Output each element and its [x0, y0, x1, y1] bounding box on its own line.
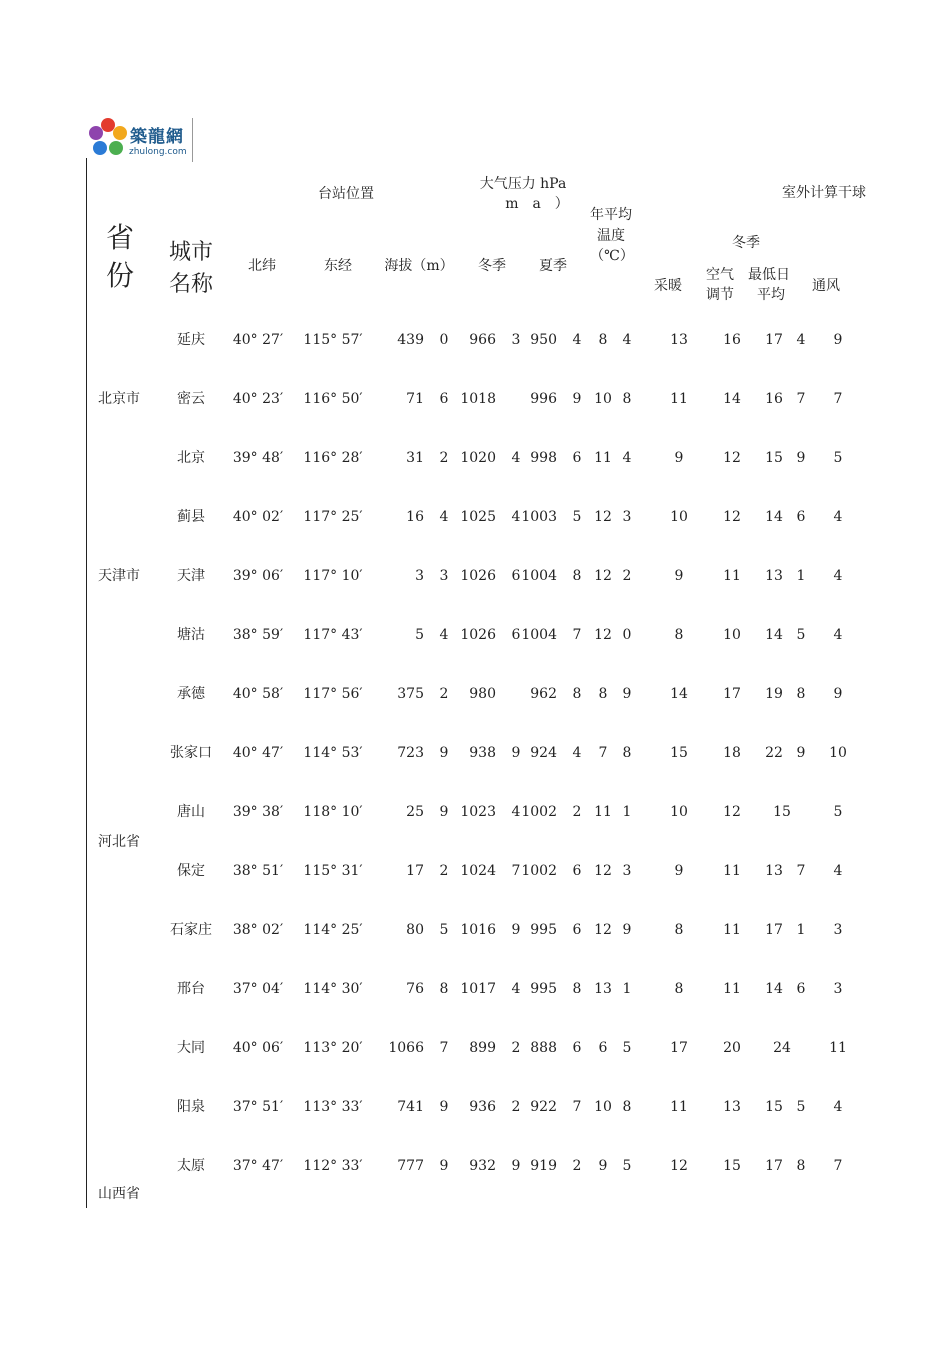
pressure-summer-cell: 995 — [530, 922, 557, 938]
pressure-summer-cell: 922 — [530, 1099, 557, 1115]
annual-temp-cell: 13 — [594, 981, 612, 997]
ventilation-temp-cell: 5 — [833, 450, 843, 466]
latitude-cell: 40° 27′ — [232, 332, 284, 348]
ventilation-temp-cell: 5 — [833, 804, 843, 820]
pressure-summer-decimal-cell: 6 — [572, 450, 582, 466]
pressure-summer-decimal-cell: 2 — [572, 804, 582, 820]
altitude-cell: 71 — [406, 391, 424, 407]
altitude-decimal-cell: 0 — [439, 332, 449, 348]
latitude-cell: 38° 59′ — [232, 627, 284, 643]
pressure-summer-cell: 995 — [530, 981, 557, 997]
min-daily-temp-cell: 24 — [773, 1040, 791, 1056]
pressure-winter-decimal-cell: 4 — [511, 450, 521, 466]
annual-temp-decimal-cell: 1 — [622, 981, 632, 997]
altitude-decimal-cell: 4 — [439, 627, 449, 643]
heating-temp-cell: 9 — [674, 568, 684, 584]
city-name-cell: 唐山 — [177, 804, 205, 820]
annual-temp-cell: 11 — [594, 804, 612, 820]
city-header-2: 名称 — [168, 272, 214, 297]
city-name-cell: 蓟县 — [177, 509, 205, 525]
pressure-summer-cell: 1002 — [521, 804, 557, 820]
city-name-cell: 阳泉 — [177, 1099, 205, 1115]
latitude-cell: 37° 51′ — [232, 1099, 284, 1115]
min-daily-temp-cell: 13 — [765, 863, 783, 879]
annual-temp-decimal-cell: 4 — [622, 332, 632, 348]
min-daily-temp-cell: 15 — [765, 450, 783, 466]
province-label: 天津市 — [98, 568, 140, 584]
min-daily-decimal-cell: 9 — [796, 450, 806, 466]
ventilation-temp-cell: 10 — [829, 745, 847, 761]
altitude-cell: 1066 — [388, 1040, 424, 1056]
pressure-winter-header: 冬季 — [478, 258, 506, 274]
annual-temp-decimal-cell: 3 — [622, 509, 632, 525]
heating-temp-cell: 8 — [674, 627, 684, 643]
annual-temp-cell: 8 — [598, 686, 608, 702]
pressure-summer-cell: 888 — [530, 1040, 557, 1056]
province-label: 河北省 — [98, 833, 140, 850]
pressure-summer-cell: 950 — [530, 332, 557, 348]
pressure-summer-decimal-cell: 8 — [572, 686, 582, 702]
altitude-decimal-cell: 6 — [439, 391, 449, 407]
ventilation-temp-cell: 9 — [833, 686, 843, 702]
latitude-cell: 40° 58′ — [232, 686, 284, 702]
longitude-cell: 115° 57′ — [303, 332, 363, 348]
longitude-cell: 116° 50′ — [303, 391, 363, 407]
pressure-winter-cell: 1026 — [460, 568, 496, 584]
pressure-summer-cell: 1004 — [521, 568, 557, 584]
altitude-cell: 25 — [406, 804, 424, 820]
ac-temp-cell: 11 — [723, 863, 741, 879]
pressure-winter-cell: 899 — [469, 1040, 496, 1056]
pressure-winter-decimal-cell: 4 — [511, 981, 521, 997]
latitude-cell: 39° 06′ — [232, 568, 284, 584]
annual-temp-header-3: （℃） — [590, 248, 634, 264]
city-name-cell: 塘沽 — [177, 627, 205, 643]
longitude-cell: 116° 28′ — [303, 450, 363, 466]
pressure-summer-decimal-cell: 6 — [572, 863, 582, 879]
min-daily-temp-cell: 14 — [765, 627, 783, 643]
winter-group-header: 冬季 — [732, 235, 760, 251]
longitude-cell: 114° 53′ — [303, 745, 363, 761]
ventilation-temp-cell: 4 — [833, 1099, 843, 1115]
altitude-decimal-cell: 2 — [439, 686, 449, 702]
city-header-1: 城市 — [168, 240, 214, 265]
ac-temp-cell: 12 — [723, 804, 741, 820]
city-name-cell: 石家庄 — [170, 922, 212, 938]
pressure-winter-decimal-cell: 7 — [511, 863, 521, 879]
min-daily-decimal-cell: 6 — [796, 509, 806, 525]
pressure-winter-cell: 936 — [469, 1099, 496, 1115]
latitude-cell: 37° 47′ — [232, 1158, 284, 1174]
min-daily-temp-cell: 17 — [765, 922, 783, 938]
annual-temp-cell: 12 — [594, 922, 612, 938]
pressure-winter-cell: 980 — [469, 686, 496, 702]
pressure-winter-decimal-cell: 2 — [511, 1099, 521, 1115]
heating-temp-cell: 9 — [674, 450, 684, 466]
latitude-cell: 38° 51′ — [232, 863, 284, 879]
annual-temp-decimal-cell: 1 — [622, 804, 632, 820]
annual-temp-decimal-cell: 0 — [622, 627, 632, 643]
pressure-summer-decimal-cell: 5 — [572, 509, 582, 525]
city-name-cell: 张家口 — [170, 745, 212, 761]
ac-header-2: 调节 — [706, 287, 734, 303]
annual-temp-header-2: 温度 — [597, 228, 625, 244]
vent-header: 通风 — [812, 278, 840, 294]
heating-temp-cell: 15 — [670, 745, 688, 761]
min-daily-decimal-cell: 1 — [796, 922, 806, 938]
annual-temp-header-1: 年平均 — [590, 207, 632, 223]
ac-temp-cell: 13 — [723, 1099, 741, 1115]
province-header-2: 份 — [105, 259, 135, 292]
ac-temp-cell: 10 — [723, 627, 741, 643]
pressure-summer-cell: 924 — [530, 745, 557, 761]
altitude-cell: 16 — [406, 509, 424, 525]
ac-temp-cell: 18 — [723, 745, 741, 761]
min-daily-decimal-cell: 9 — [796, 745, 806, 761]
annual-temp-decimal-cell: 8 — [622, 1099, 632, 1115]
annual-temp-cell: 7 — [598, 745, 608, 761]
min-daily-temp-cell: 22 — [765, 745, 783, 761]
longitude-cell: 114° 25′ — [303, 922, 363, 938]
ac-temp-cell: 12 — [723, 450, 741, 466]
ventilation-temp-cell: 4 — [833, 568, 843, 584]
annual-temp-cell: 9 — [598, 1158, 608, 1174]
altitude-decimal-cell: 7 — [439, 1040, 449, 1056]
pressure-winter-cell: 1016 — [460, 922, 496, 938]
altitude-cell: 777 — [397, 1158, 424, 1174]
pressure-winter-decimal-cell: 2 — [511, 1040, 521, 1056]
pressure-summer-decimal-cell: 2 — [572, 1158, 582, 1174]
annual-temp-cell: 12 — [594, 509, 612, 525]
pressure-winter-decimal-cell: 4 — [511, 804, 521, 820]
annual-temp-cell: 6 — [598, 1040, 608, 1056]
city-name-cell: 大同 — [177, 1040, 205, 1056]
province-header-1: 省 — [105, 221, 135, 254]
ac-temp-cell: 11 — [723, 922, 741, 938]
longitude-cell: 113° 20′ — [303, 1040, 363, 1056]
heating-temp-cell: 13 — [670, 332, 688, 348]
city-name-cell: 保定 — [177, 863, 205, 879]
pressure-winter-decimal-cell: 9 — [511, 1158, 521, 1174]
annual-temp-decimal-cell: 5 — [622, 1158, 632, 1174]
longitude-cell: 117° 10′ — [303, 568, 363, 584]
min-daily-temp-cell: 17 — [765, 1158, 783, 1174]
latitude-cell: 39° 38′ — [232, 804, 284, 820]
pressure-winter-cell: 966 — [469, 332, 496, 348]
altitude-decimal-cell: 3 — [439, 568, 449, 584]
pressure-summer-decimal-cell: 9 — [572, 391, 582, 407]
annual-temp-decimal-cell: 8 — [622, 391, 632, 407]
table-left-border — [86, 158, 87, 1208]
altitude-decimal-cell: 5 — [439, 922, 449, 938]
altitude-decimal-cell: 2 — [439, 863, 449, 879]
annual-temp-decimal-cell: 3 — [622, 863, 632, 879]
annual-temp-decimal-cell: 4 — [622, 450, 632, 466]
altitude-cell: 723 — [397, 745, 424, 761]
pressure-summer-decimal-cell: 7 — [572, 627, 582, 643]
zhulong-logo — [86, 116, 196, 164]
outdoor-dry-bulb-header: 室外计算干球 — [782, 185, 866, 201]
annual-temp-decimal-cell: 9 — [622, 922, 632, 938]
ventilation-temp-cell: 7 — [833, 1158, 843, 1174]
min-daily-decimal-cell: 5 — [796, 627, 806, 643]
ac-temp-cell: 20 — [723, 1040, 741, 1056]
pressure-header-line2: m a ） — [505, 196, 569, 212]
latitude-cell: 40° 06′ — [232, 1040, 284, 1056]
min-daily-temp-cell: 13 — [765, 568, 783, 584]
altitude-decimal-cell: 8 — [439, 981, 449, 997]
ac-temp-cell: 11 — [723, 568, 741, 584]
province-label: 北京市 — [98, 391, 140, 407]
min-daily-temp-cell: 19 — [765, 686, 783, 702]
pressure-winter-cell: 932 — [469, 1158, 496, 1174]
min-daily-temp-cell: 17 — [765, 332, 783, 348]
altitude-decimal-cell: 9 — [439, 804, 449, 820]
heating-temp-cell: 11 — [670, 1099, 688, 1115]
ventilation-temp-cell: 4 — [833, 509, 843, 525]
latitude-cell: 38° 02′ — [232, 922, 284, 938]
min-daily-decimal-cell: 7 — [796, 863, 806, 879]
min-daily-header-2: 平均 — [757, 287, 785, 303]
latitude-cell: 37° 04′ — [232, 981, 284, 997]
logo-divider — [192, 118, 193, 162]
longitude-cell: 114° 30′ — [303, 981, 363, 997]
annual-temp-cell: 8 — [598, 332, 608, 348]
pressure-summer-cell: 1003 — [521, 509, 557, 525]
pressure-winter-cell: 1024 — [460, 863, 496, 879]
min-daily-temp-cell: 15 — [765, 1099, 783, 1115]
lon-header: 东经 — [324, 258, 352, 274]
latitude-cell: 39° 48′ — [232, 450, 284, 466]
city-name-cell: 邢台 — [177, 981, 205, 997]
pressure-summer-cell: 962 — [530, 686, 557, 702]
pressure-winter-decimal-cell: 9 — [511, 922, 521, 938]
logo-url: zhulong.com — [129, 147, 187, 157]
logo-brand: 築龍網 — [130, 127, 184, 147]
ventilation-temp-cell: 4 — [833, 627, 843, 643]
pressure-winter-decimal-cell: 4 — [511, 509, 521, 525]
ac-temp-cell: 16 — [723, 332, 741, 348]
annual-temp-cell: 12 — [594, 627, 612, 643]
pressure-winter-decimal-cell: 9 — [511, 745, 521, 761]
latitude-cell: 40° 47′ — [232, 745, 284, 761]
heating-temp-cell: 11 — [670, 391, 688, 407]
altitude-header: 海拔（m） — [384, 258, 454, 274]
pressure-summer-decimal-cell: 7 — [572, 1099, 582, 1115]
pressure-summer-cell: 1002 — [521, 863, 557, 879]
ventilation-temp-cell: 3 — [833, 981, 843, 997]
longitude-cell: 115° 31′ — [303, 863, 363, 879]
min-daily-decimal-cell: 6 — [796, 981, 806, 997]
province-label: 山西省 — [98, 1186, 140, 1202]
ventilation-temp-cell: 11 — [829, 1040, 847, 1056]
longitude-cell: 113° 33′ — [303, 1099, 363, 1115]
annual-temp-decimal-cell: 9 — [622, 686, 632, 702]
longitude-cell: 112° 33′ — [303, 1158, 363, 1174]
latitude-cell: 40° 23′ — [232, 391, 284, 407]
pressure-summer-decimal-cell: 6 — [572, 1040, 582, 1056]
ac-header-1: 空气 — [706, 267, 734, 283]
annual-temp-cell: 12 — [594, 863, 612, 879]
annual-temp-cell: 10 — [594, 391, 612, 407]
heating-temp-cell: 14 — [670, 686, 688, 702]
heating-header: 采暖 — [654, 278, 682, 294]
heating-temp-cell: 8 — [674, 981, 684, 997]
pressure-summer-decimal-cell: 6 — [572, 922, 582, 938]
heating-temp-cell: 17 — [670, 1040, 688, 1056]
ac-temp-cell: 11 — [723, 981, 741, 997]
pressure-winter-cell: 1017 — [460, 981, 496, 997]
ac-temp-cell: 14 — [723, 391, 741, 407]
ac-temp-cell: 17 — [723, 686, 741, 702]
min-daily-temp-cell: 14 — [765, 981, 783, 997]
ac-temp-cell: 12 — [723, 509, 741, 525]
pressure-winter-cell: 1018 — [460, 391, 496, 407]
flower-logo-icon — [86, 116, 130, 160]
city-name-cell: 延庆 — [177, 332, 205, 348]
pressure-winter-decimal-cell: 6 — [511, 568, 521, 584]
pressure-winter-cell: 1023 — [460, 804, 496, 820]
altitude-cell: 375 — [397, 686, 424, 702]
city-name-cell: 太原 — [177, 1158, 205, 1174]
annual-temp-decimal-cell: 2 — [622, 568, 632, 584]
pressure-summer-cell: 998 — [530, 450, 557, 466]
min-daily-header-1: 最低日 — [748, 267, 790, 283]
altitude-cell: 31 — [406, 450, 424, 466]
altitude-cell: 76 — [406, 981, 424, 997]
min-daily-temp-cell: 15 — [773, 804, 791, 820]
pressure-summer-cell: 996 — [530, 391, 557, 407]
ventilation-temp-cell: 9 — [833, 332, 843, 348]
annual-temp-decimal-cell: 5 — [622, 1040, 632, 1056]
min-daily-decimal-cell: 5 — [796, 1099, 806, 1115]
min-daily-decimal-cell: 8 — [796, 686, 806, 702]
longitude-cell: 117° 25′ — [303, 509, 363, 525]
heating-temp-cell: 10 — [670, 509, 688, 525]
min-daily-temp-cell: 16 — [765, 391, 783, 407]
ventilation-temp-cell: 4 — [833, 863, 843, 879]
heating-temp-cell: 8 — [674, 922, 684, 938]
city-name-cell: 天津 — [177, 568, 205, 584]
min-daily-decimal-cell: 8 — [796, 1158, 806, 1174]
min-daily-decimal-cell: 1 — [796, 568, 806, 584]
altitude-cell: 17 — [406, 863, 424, 879]
pressure-summer-decimal-cell: 8 — [572, 981, 582, 997]
pressure-winter-cell: 1026 — [460, 627, 496, 643]
pressure-winter-decimal-cell: 3 — [511, 332, 521, 348]
altitude-decimal-cell: 4 — [439, 509, 449, 525]
ventilation-temp-cell: 3 — [833, 922, 843, 938]
pressure-summer-decimal-cell: 4 — [572, 745, 582, 761]
altitude-decimal-cell: 9 — [439, 1158, 449, 1174]
altitude-cell: 5 — [415, 627, 424, 643]
annual-temp-cell: 10 — [594, 1099, 612, 1115]
pressure-summer-header: 夏季 — [539, 258, 567, 274]
pressure-winter-cell: 1020 — [460, 450, 496, 466]
pressure-summer-decimal-cell: 4 — [572, 332, 582, 348]
latitude-cell: 40° 02′ — [232, 509, 284, 525]
longitude-cell: 118° 10′ — [303, 804, 363, 820]
min-daily-temp-cell: 14 — [765, 509, 783, 525]
city-name-cell: 承德 — [177, 686, 205, 702]
pressure-winter-cell: 938 — [469, 745, 496, 761]
pressure-winter-cell: 1025 — [460, 509, 496, 525]
altitude-cell: 80 — [406, 922, 424, 938]
min-daily-decimal-cell: 7 — [796, 391, 806, 407]
heating-temp-cell: 12 — [670, 1158, 688, 1174]
pressure-summer-cell: 1004 — [521, 627, 557, 643]
pressure-header-line1: 大气压力 hPa — [479, 176, 567, 192]
annual-temp-cell: 11 — [594, 450, 612, 466]
pressure-winter-decimal-cell: 6 — [511, 627, 521, 643]
heating-temp-cell: 10 — [670, 804, 688, 820]
altitude-cell: 439 — [397, 332, 424, 348]
longitude-cell: 117° 56′ — [303, 686, 363, 702]
altitude-cell: 741 — [397, 1099, 424, 1115]
station-position-header: 台站位置 — [318, 186, 374, 202]
pressure-summer-cell: 919 — [530, 1158, 557, 1174]
altitude-decimal-cell: 2 — [439, 450, 449, 466]
altitude-cell: 3 — [415, 568, 424, 584]
ventilation-temp-cell: 7 — [833, 391, 843, 407]
longitude-cell: 117° 43′ — [303, 627, 363, 643]
annual-temp-cell: 12 — [594, 568, 612, 584]
altitude-decimal-cell: 9 — [439, 745, 449, 761]
city-name-cell: 密云 — [177, 391, 205, 407]
lat-header: 北纬 — [248, 258, 276, 274]
pressure-summer-decimal-cell: 8 — [572, 568, 582, 584]
city-name-cell: 北京 — [177, 450, 205, 466]
altitude-decimal-cell: 9 — [439, 1099, 449, 1115]
heating-temp-cell: 9 — [674, 863, 684, 879]
min-daily-decimal-cell: 4 — [796, 332, 806, 348]
ac-temp-cell: 15 — [723, 1158, 741, 1174]
annual-temp-decimal-cell: 8 — [622, 745, 632, 761]
